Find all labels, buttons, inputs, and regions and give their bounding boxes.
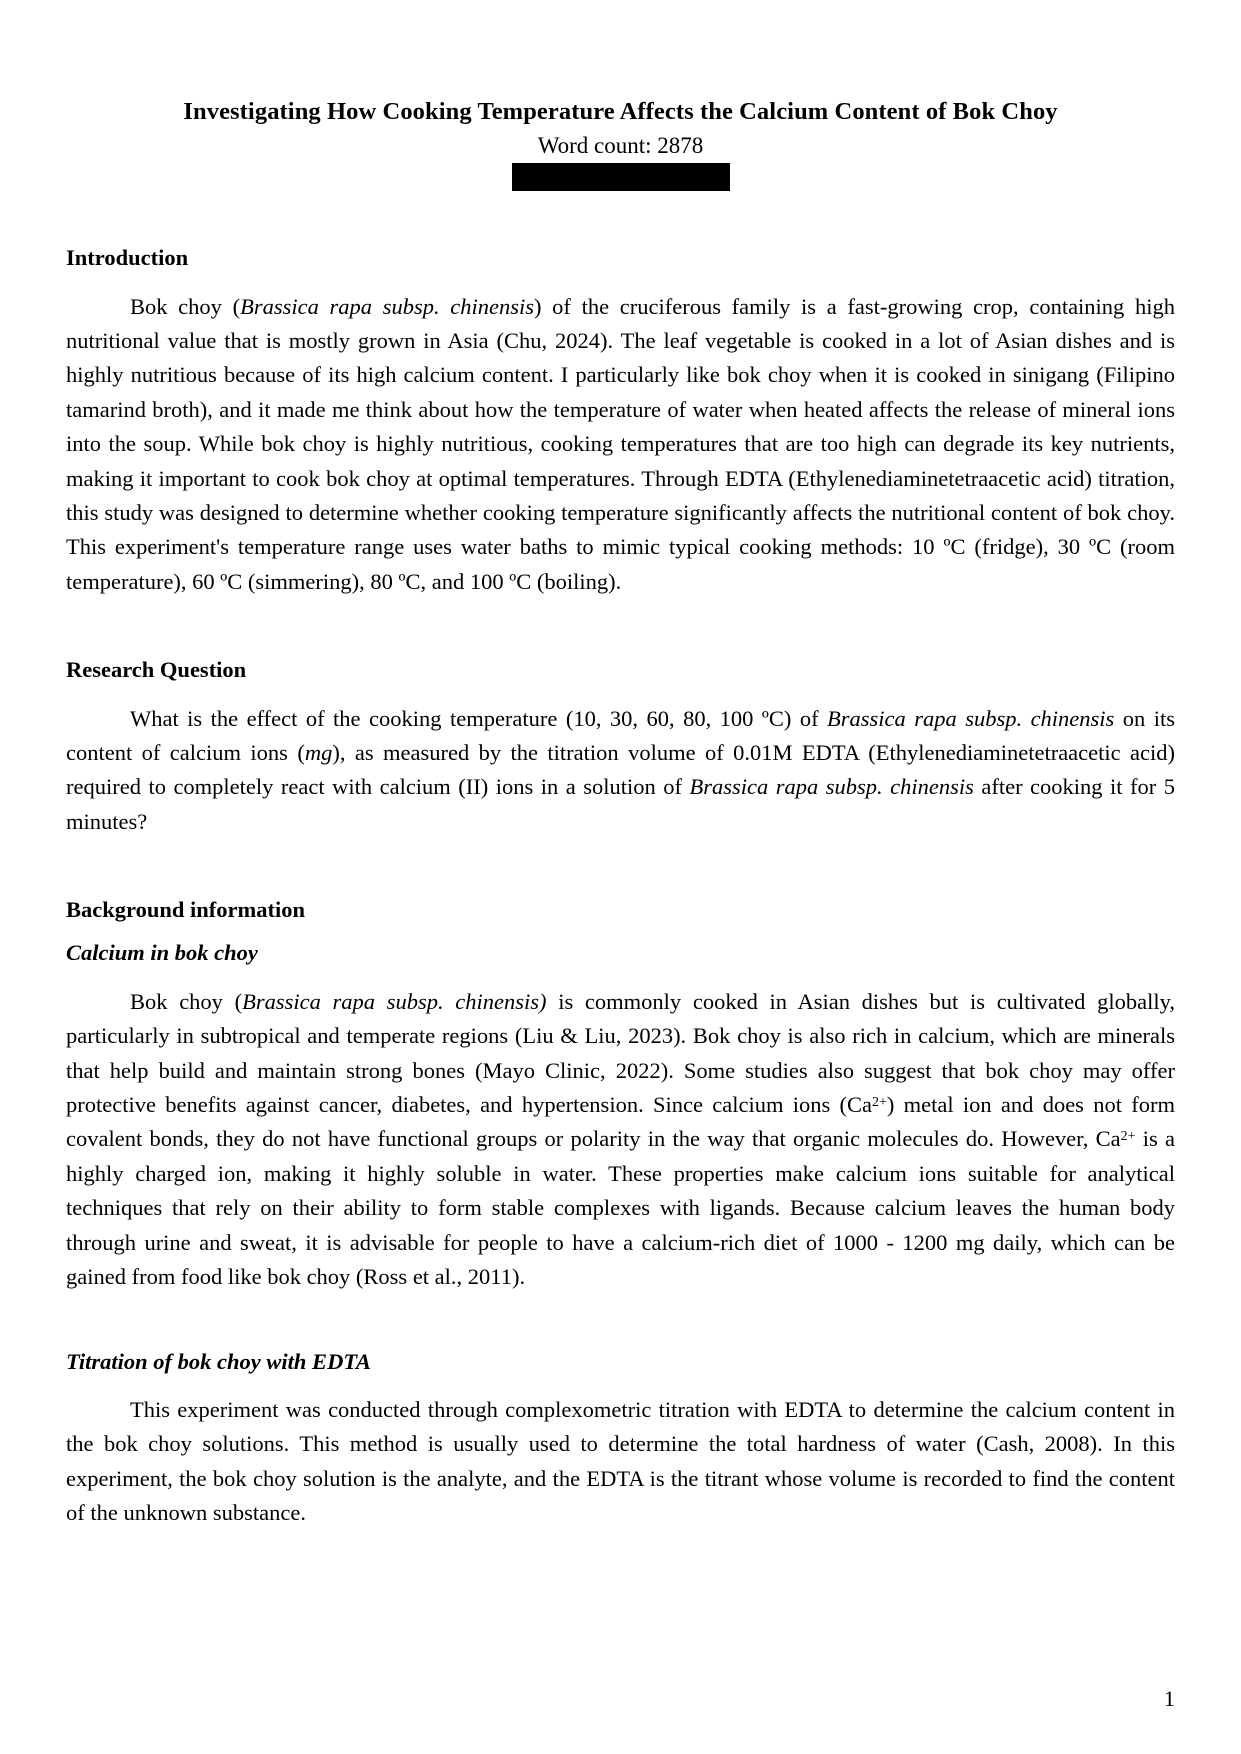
math-symbol-mg: mg bbox=[304, 739, 333, 765]
species-name-calcium: Brassica rapa subsp. chinensis) bbox=[242, 988, 547, 1014]
rq-text-part-3: ), as measured by the titration volume of 0.01M EDTA (Ethylenediaminetetraacetic acid) required to completely react with calcium (II) ions in a solution of bbox=[66, 739, 1176, 800]
spacer-research-question-heading bbox=[66, 685, 1175, 702]
rq-text-part-4: after cooking it for 5 minutes? bbox=[66, 774, 1176, 834]
calcium-text-part-4: is a highly charged ion, making it highly soluble in water. These properties make calcium ions suitable for analytical techniques that rely on their ability to form stable complexes with ligands. Because calcium leaves the human body through urine and sweat, it is advisable for people to have a calcium-rich diet of 1000 - 1200 mg daily, which can be gained from food like bok choy (Ross et al., 2011). bbox=[66, 1126, 1175, 1290]
redacted-author-block bbox=[512, 163, 730, 191]
calcium-text-part-3: ) metal ion and does not form covalent bonds, they do not have functional groups or polarity in the way that organic molecules do. However, Ca bbox=[66, 1092, 1175, 1152]
spacer-research-question-to-background bbox=[66, 839, 1175, 895]
species-name-rq-1: Brassica rapa subsp. chinensis bbox=[827, 705, 1115, 731]
redaction-bar-container bbox=[66, 163, 1175, 191]
rq-text-part-1: What is the effect of the cooking temperature (10, 30, 60, 80, 100 ºC) of bbox=[130, 705, 828, 731]
spacer-title-to-introduction bbox=[66, 191, 1175, 243]
spacer-introduction-heading bbox=[66, 273, 1175, 290]
calcium-text-part-1: Bok choy ( bbox=[130, 988, 243, 1014]
rq-text-part-2: on its content of calcium ions ( bbox=[66, 705, 1175, 765]
spacer-introduction-to-research-question bbox=[66, 599, 1175, 655]
intro-text-part-1: Bok choy ( bbox=[130, 293, 241, 319]
heading-background-information: Background information bbox=[66, 897, 305, 923]
heading-introduction: Introduction bbox=[66, 245, 189, 271]
subheading-titration-with-edta: Titration of bok choy with EDTA bbox=[66, 1348, 371, 1374]
species-name-rq-2: Brassica rapa subsp. chinensis bbox=[689, 774, 974, 800]
superscript-calcium-ion-charge-2: 2+ bbox=[1120, 1129, 1136, 1145]
word-count-line: Word count: 2878 bbox=[537, 133, 704, 159]
page-number: 1 bbox=[1163, 1685, 1175, 1711]
paragraph-research-question bbox=[66, 702, 1175, 840]
paragraph-introduction bbox=[66, 290, 1175, 600]
spacer-background-heading bbox=[66, 924, 1175, 938]
heading-research-question: Research Question bbox=[66, 657, 247, 683]
spacer-calcium-to-titration bbox=[66, 1295, 1175, 1347]
superscript-calcium-ion-charge-1: 2+ bbox=[872, 1095, 887, 1111]
page-title: Investigating How Cooking Temperature Affects the Calcium Content of Bok Choy bbox=[183, 98, 1058, 125]
intro-text-part-2: ) of the cruciferous family is a fast-growing crop, containing high nutritional value that is mostly grown in Asia (Chu, 2024). The leaf vegetable is cooked in a lot of Asian dishes and is highly nutritious because of its high calcium content. I particularly like bok choy when it is cooked in sinigang (Filipino tamarind broth), and it made me think about how the temperature of water when heated affects the release of mineral ions into the soup. While bok choy is highly nutritious, cooking temperatures that are too high can degrade its key nutrients, making it important to cook bok choy at optimal temperatures. Through EDTA (Ethylenediaminetetraacetic acid) titration, this study was designed to determine whether cooking temperature significantly affects the nutritional content of bok choy. This experiment's temperature range uses water baths to mimic typical cooking methods: 10 ºC (fridge), 30 ºC (room temperature), 60 ºC (simmering), 80 ºC, and 100 ºC (boiling). bbox=[66, 293, 1175, 594]
calcium-text-part-2: is commonly cooked in Asian dishes but is cultivated globally, particularly in subtropical and temperate regions (Liu & Liu, 2023). Bok choy is also rich in calcium, which are minerals that help build and maintain strong bones (Mayo Clinic, 2022). Some studies also suggest that bok choy may offer protective benefits against cancer, diabetes, and hypertension. Since calcium ions (Ca bbox=[66, 988, 1175, 1117]
spacer-titration-subheading bbox=[66, 1376, 1175, 1393]
subheading-calcium-in-bok-choy: Calcium in bok choy bbox=[66, 940, 258, 966]
paragraph-titration-with-edta: This experiment was conducted through complexometric titration with EDTA to determine the calcium content in the bok choy solutions. This method is usually used to determine the total hardness of water (Cash, 2008). In this experiment, the bok choy solution is the analyte, and the EDTA is the titrant whose volume is recorded to find the content of the unknown substance. bbox=[66, 1396, 1175, 1526]
paragraph-calcium-in-bok-choy bbox=[66, 985, 1175, 1295]
species-name-intro: Brassica rapa subsp. chinensis bbox=[240, 293, 535, 319]
spacer-calcium-subheading bbox=[66, 968, 1175, 985]
